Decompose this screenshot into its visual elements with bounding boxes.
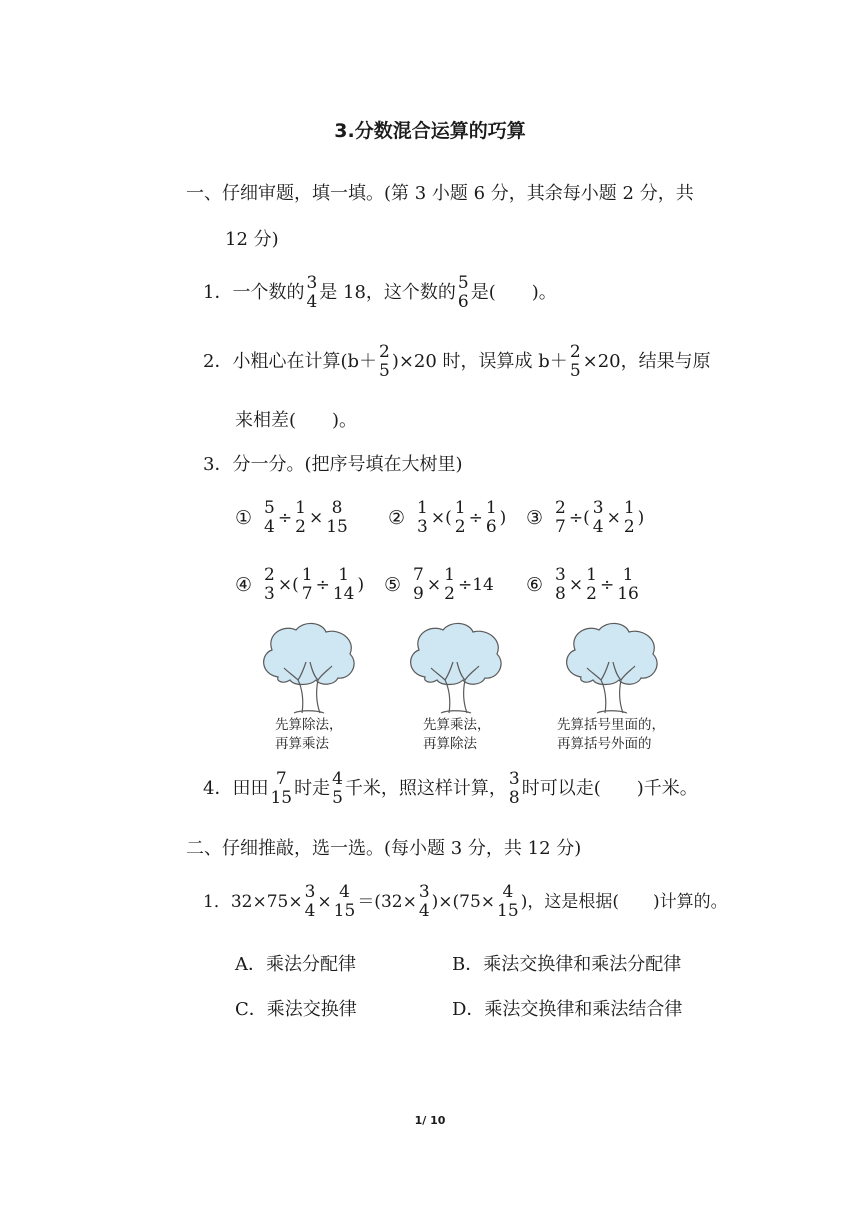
operator: ) <box>499 508 507 528</box>
numerator: 7 <box>275 769 287 789</box>
operator: ÷ <box>315 575 330 595</box>
denominator: 5 <box>332 788 343 808</box>
fraction <box>301 566 314 604</box>
denominator: 8 <box>555 584 566 604</box>
fraction <box>416 499 429 537</box>
tree-illustration <box>405 622 505 714</box>
question-number: 4． <box>203 778 233 799</box>
denominator: 2 <box>295 517 306 537</box>
fraction <box>616 566 640 604</box>
question-text: × <box>317 892 332 912</box>
fraction <box>331 770 344 808</box>
question-text: 是( )。 <box>470 282 557 303</box>
numerator: 3 <box>418 882 430 902</box>
item-marker: ③ <box>526 507 544 529</box>
numerator: 2 <box>379 342 390 362</box>
fraction <box>585 566 598 604</box>
denominator: 15 <box>497 901 519 921</box>
option-c[interactable]: C．乘法交换律 <box>235 999 357 1020</box>
question-text: 分一分。(把序号填在大树里) <box>232 454 463 475</box>
tree-label <box>557 716 665 754</box>
denominator: 15 <box>270 788 293 808</box>
denominator: 7 <box>301 584 313 604</box>
fraction <box>554 499 567 537</box>
question-number: 2． <box>203 351 233 372</box>
tree-label-line: 先算除法， <box>275 717 343 733</box>
denominator: 2 <box>623 517 635 537</box>
denominator: 6 <box>485 517 497 537</box>
question-text: ＝(32× <box>357 892 417 912</box>
item-marker: ① <box>235 507 253 529</box>
numerator: 3 <box>508 769 520 789</box>
numerator: 1 <box>454 498 466 518</box>
denominator: 2 <box>444 584 455 604</box>
fraction <box>305 274 318 312</box>
fraction <box>569 343 582 381</box>
tree-label-line: 先算括号里面的， <box>557 717 665 733</box>
option-d[interactable]: D．乘法交换律和乘法结合律 <box>452 999 683 1020</box>
denominator: 7 <box>555 517 566 537</box>
fraction <box>378 343 391 381</box>
tree-label-line: 先算乘法， <box>423 717 491 733</box>
numerator: 4 <box>339 882 350 902</box>
operator: ÷14 <box>457 575 494 595</box>
denominator: 15 <box>333 901 356 921</box>
denominator: 6 <box>457 292 469 312</box>
denominator: 3 <box>264 584 275 604</box>
numerator: 1 <box>301 565 313 585</box>
numerator: 1 <box>444 565 455 585</box>
operator: ÷( <box>568 508 590 528</box>
numerator: 5 <box>264 498 275 518</box>
question-2-1 <box>203 883 728 921</box>
question-1-2-cont: 来相差( )。 <box>235 410 358 431</box>
operator: ) <box>357 575 365 595</box>
question-text: 田田 <box>232 778 269 799</box>
denominator: 8 <box>508 788 520 808</box>
page-title: 3.分数混合运算的巧算 <box>334 120 526 142</box>
item-marker: ⑥ <box>526 574 544 596</box>
operator: ÷ <box>468 508 483 528</box>
denominator: 3 <box>417 517 428 537</box>
question-text: ×20，结果与原 <box>582 351 711 372</box>
option-a[interactable]: A．乘法分配律 <box>235 954 356 975</box>
denominator: 9 <box>413 584 424 604</box>
numerator: 5 <box>457 273 469 293</box>
fraction <box>592 499 605 537</box>
expression-item <box>526 499 645 537</box>
item-marker: ② <box>388 507 406 529</box>
fraction <box>325 499 349 537</box>
denominator: 2 <box>586 584 597 604</box>
fraction <box>454 499 467 537</box>
operator: × <box>606 508 621 528</box>
question-text: 是 18，这个数的 <box>319 282 456 303</box>
question-text: 32×75× <box>230 892 303 912</box>
operator: ×( <box>277 575 299 595</box>
numerator: 1 <box>586 565 597 585</box>
fraction <box>332 566 356 604</box>
numerator: 3 <box>306 273 318 293</box>
question-text: )×(75× <box>431 892 496 912</box>
operator: ÷ <box>599 575 615 595</box>
operator: × <box>568 575 584 595</box>
question-text: 时走 <box>294 778 331 799</box>
expression-item <box>235 499 350 537</box>
denominator: 4 <box>592 517 604 537</box>
tree-label-line: 再算除法 <box>423 736 477 752</box>
denominator: 15 <box>326 517 348 537</box>
numerator: 2 <box>555 498 566 518</box>
fraction <box>304 883 317 921</box>
operator: × <box>426 575 442 595</box>
fraction <box>333 883 357 921</box>
question-text: )×20 时，误算成 b＋ <box>391 351 568 372</box>
numerator: 1 <box>295 498 306 518</box>
section1-heading-cont: 12 分) <box>225 229 279 250</box>
question-text: 一个数的 <box>232 282 305 303</box>
numerator: 1 <box>338 565 350 585</box>
fraction <box>412 566 425 604</box>
fraction <box>269 770 293 808</box>
fraction <box>508 770 521 808</box>
question-1-3 <box>203 453 463 477</box>
denominator: 16 <box>617 584 639 604</box>
fraction <box>554 566 567 604</box>
expression-item <box>526 566 641 604</box>
operator: × <box>308 508 324 528</box>
operator: ×( <box>430 508 452 528</box>
tree-illustration <box>561 622 661 714</box>
expression-item <box>235 566 365 604</box>
tree-label-line: 再算乘法 <box>275 736 329 752</box>
section2-heading: 二、仔细推敲，选一选。(每小题 3 分，共 12 分) <box>186 838 582 859</box>
question-number: 3． <box>203 454 233 475</box>
numerator: 4 <box>502 882 514 902</box>
item-marker: ④ <box>235 574 253 596</box>
fraction <box>496 883 520 921</box>
numerator: 3 <box>555 565 566 585</box>
question-text: 小粗心在计算(b＋ <box>232 351 377 372</box>
denominator: 2 <box>454 517 466 537</box>
numerator: 3 <box>592 498 604 518</box>
denominator: 5 <box>379 361 390 381</box>
question-number: 1． <box>203 892 231 912</box>
expression-item <box>388 499 507 537</box>
tree-illustration <box>258 622 358 714</box>
tree-label-line: 再算括号外面的 <box>557 736 652 752</box>
question-text: 千米，照这样计算， <box>344 778 507 799</box>
numerator: 2 <box>264 565 275 585</box>
fraction <box>294 499 307 537</box>
question-1-2 <box>203 343 711 381</box>
numerator: 1 <box>622 565 634 585</box>
question-number: 1． <box>203 282 233 303</box>
tree-label <box>423 716 491 754</box>
item-marker: ⑤ <box>384 574 402 596</box>
fraction <box>443 566 456 604</box>
numerator: 8 <box>331 498 343 518</box>
expression-item <box>384 566 495 604</box>
tree-label <box>275 716 343 754</box>
denominator: 4 <box>304 901 316 921</box>
denominator: 4 <box>264 517 275 537</box>
fraction <box>485 499 498 537</box>
fraction <box>263 499 276 537</box>
option-b[interactable]: B．乘法交换律和乘法分配律 <box>452 954 682 975</box>
question-1-4 <box>203 770 698 808</box>
operator: ) <box>637 508 645 528</box>
denominator: 14 <box>332 584 355 604</box>
denominator: 4 <box>418 901 430 921</box>
fraction <box>418 883 431 921</box>
operator: ÷ <box>277 508 293 528</box>
numerator: 4 <box>332 769 343 789</box>
question-text: 时可以走( )千米。 <box>521 778 698 799</box>
page-number: 1/ 10 <box>414 1114 446 1127</box>
numerator: 2 <box>569 342 581 362</box>
section1-heading: 一、仔细审题，填一填。(第 3 小题 6 分，其余每小题 2 分，共 <box>186 183 694 204</box>
denominator: 4 <box>306 292 318 312</box>
fraction <box>623 499 636 537</box>
numerator: 1 <box>417 498 428 518</box>
question-1-1 <box>203 274 557 312</box>
fraction <box>457 274 470 312</box>
numerator: 7 <box>413 565 424 585</box>
question-text: )，这是根据( )计算的。 <box>520 892 728 912</box>
numerator: 3 <box>304 882 316 902</box>
numerator: 1 <box>623 498 635 518</box>
denominator: 5 <box>569 361 581 381</box>
fraction <box>263 566 276 604</box>
numerator: 1 <box>485 498 497 518</box>
